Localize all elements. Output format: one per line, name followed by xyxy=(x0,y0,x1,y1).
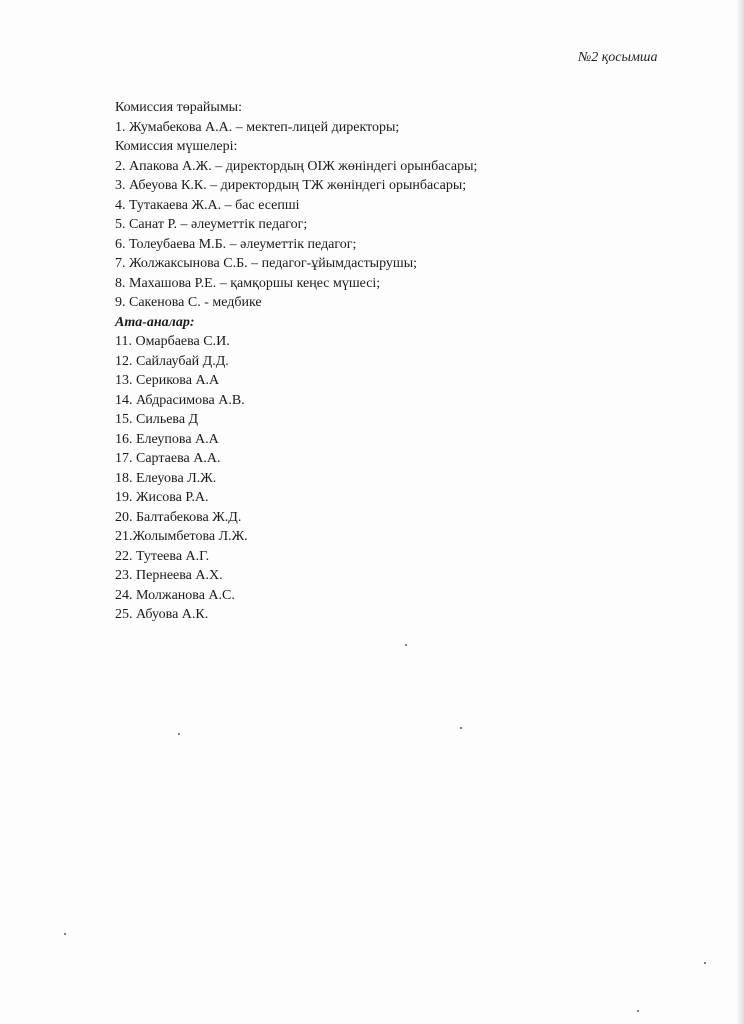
parent-item: 20. Балтабекова Ж.Д. xyxy=(115,509,242,525)
member-item: 6. Толеубаева М.Б. – әлеуметтік педагог; xyxy=(115,236,357,252)
members-list xyxy=(115,157,715,313)
parent-item: 18. Елеуова Л.Ж. xyxy=(115,470,217,486)
parent-item: 24. Молжанова А.С. xyxy=(115,587,235,603)
scan-speck xyxy=(178,733,180,735)
member-item: 3. Абеуова К.К. – директордың ТЖ жөніндегі орынбасары; xyxy=(115,178,467,193)
parent-item: 11. Омарбаева С.И. xyxy=(115,334,230,349)
member-item: 8. Махашова Р.Е. – қамқоршы кеңес мүшесі; xyxy=(115,275,381,291)
member-item: 7. Жолжаксынова С.Б. – педагог-ұйымдастырушы; xyxy=(115,256,417,271)
scan-edge-shadow xyxy=(736,0,744,1024)
document-body xyxy=(115,98,715,625)
parent-item: 15. Сильева Д xyxy=(115,412,199,427)
members-heading: Комиссия мүшелері: xyxy=(115,139,238,154)
parents-list xyxy=(115,332,715,625)
parent-item: 19. Жисова Р.А. xyxy=(115,490,209,505)
scan-speck xyxy=(64,933,66,935)
parent-item: 17. Сартаева А.А. xyxy=(115,451,221,466)
scan-speck xyxy=(637,1010,639,1012)
member-item: 5. Санат Р. – әлеуметтік педагог; xyxy=(115,217,308,232)
parent-item: 12. Сайлаубай Д.Д. xyxy=(115,353,229,369)
member-item: 4. Тутакаева Ж.А. – бас есепші xyxy=(115,197,300,213)
parent-item: 25. Абуова А.К. xyxy=(115,607,209,622)
chair-entry: 1. Жумабекова А.А. – мектеп-лицей директоры; xyxy=(115,119,400,135)
parent-item: 22. Тутеева А.Г. xyxy=(115,548,210,564)
parent-item: 13. Серикова А.А xyxy=(115,373,220,388)
chair-heading: Комиссия төрайымы: xyxy=(115,100,242,115)
parent-item: 16. Елеупова А.А xyxy=(115,431,219,447)
member-item: 9. Сакенова С. - медбике xyxy=(115,295,262,310)
parent-item: 23. Пернеева А.Х. xyxy=(115,568,223,583)
parent-item: 21.Жолымбетова Л.Ж. xyxy=(115,529,248,544)
annex-label: №2 қосымша xyxy=(578,50,658,65)
parent-item: 14. Абдрасимова А.В. xyxy=(115,392,245,408)
parents-heading: Ата-аналар: xyxy=(115,314,195,330)
scan-speck xyxy=(405,644,407,646)
member-item: 2. Апакова А.Ж. – директордың ОІЖ жөніндегі орынбасары; xyxy=(115,158,478,174)
scan-speck xyxy=(704,962,706,964)
scan-speck xyxy=(460,727,462,729)
